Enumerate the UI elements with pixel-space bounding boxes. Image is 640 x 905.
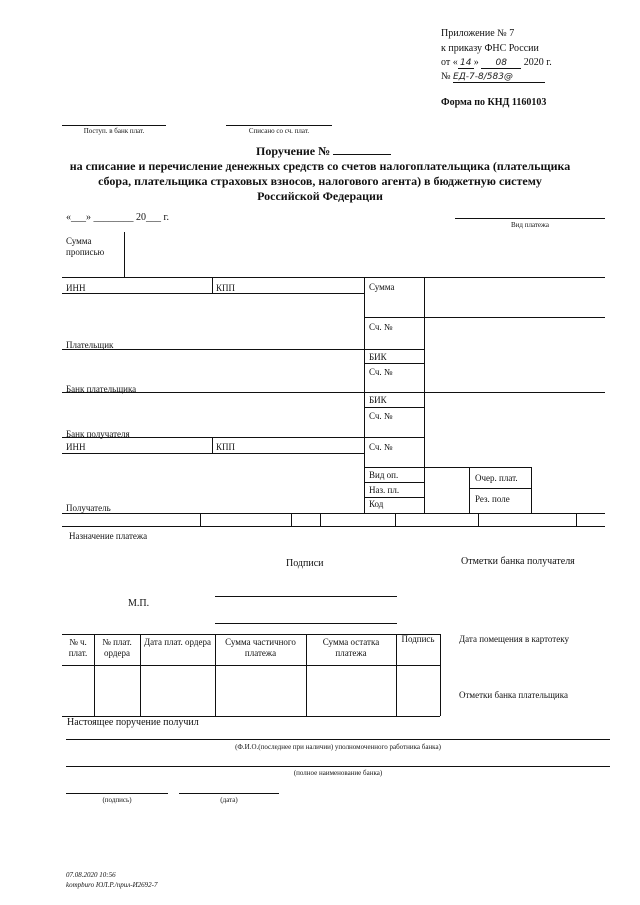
payment-type-label: Вид платежа	[510, 221, 549, 229]
appendix-date-month: 08	[481, 58, 521, 69]
appendix-date-prefix: от «	[441, 57, 458, 68]
op-type-label: Вид оп.	[369, 470, 399, 480]
date-template: «___» ________ 20___ г.	[66, 212, 169, 223]
page-title	[256, 144, 391, 159]
sum-words-label	[66, 236, 104, 258]
payer-bank-bik-label: БИК	[369, 352, 387, 362]
table-header-remaining-sum: Сумма остатка платежа	[322, 637, 380, 658]
received-by-label: Настоящее поручение получил	[67, 717, 199, 728]
title-number-line	[333, 144, 391, 155]
title-text: Поручение №	[256, 144, 331, 158]
appendix-order-ref: к приказу ФНС России	[441, 43, 539, 54]
payer-account-label: Сч. №	[369, 322, 393, 332]
subtitle-line-1: на списание и перечисление денежных средств со счетов налогоплательщика (плательщика	[69, 159, 571, 173]
payer-bank-marks-label: Отметки банка плательщика	[459, 690, 568, 700]
appendix-date-year: 2020 г.	[523, 57, 552, 68]
appendix-date-mid: »	[473, 57, 479, 68]
table-header-signature: Подпись	[401, 634, 435, 644]
date-caption: (дата)	[220, 796, 238, 804]
code-label: Код	[369, 499, 384, 509]
table-header-order-date: Дата плат. ордера	[144, 637, 211, 647]
debited-account-label: Списано со сч. плат.	[248, 127, 310, 135]
print-stamp-source: kompburo ЮЛ.Р./прил-И2692-7	[66, 881, 158, 889]
print-stamp-datetime: 07.08.2020 10:56	[66, 871, 116, 879]
subtitle-line-2: сбора, плательщика страховых взносов, налогового агента) в бюджетную систему	[98, 174, 542, 188]
priority-label: Очер. плат.	[475, 473, 518, 483]
appendix-date-day: 14	[458, 58, 474, 69]
recipient-account-label: Сч. №	[369, 442, 393, 452]
recipient-kpp-label: КПП	[216, 442, 236, 452]
appendix-title: Приложение № 7	[441, 28, 515, 39]
appendix-number-prefix: №	[441, 71, 451, 82]
payer-label: Плательщик	[66, 340, 114, 350]
appendix-number-value: ЕД-7-8/583@	[453, 72, 545, 83]
recipient-bank-marks-label: Отметки банка получателя	[461, 556, 575, 567]
table-header-partial-no: № ч. плат.	[68, 637, 88, 658]
recipient-bank-label: Банк получателя	[66, 429, 130, 439]
bank-name-caption: (полное наименование банка)	[293, 769, 383, 777]
signature-caption: (подпись)	[102, 796, 132, 804]
recipient-bank-bik-label: БИК	[369, 395, 387, 405]
sum-words-label-1: Сумма	[66, 236, 92, 246]
payment-purpose-label: Назначение платежа	[69, 531, 148, 541]
payer-bank-label: Банк плательщика	[66, 384, 137, 394]
received-bank-label: Поступ. в банк плат.	[83, 127, 145, 135]
stamp-label: М.П.	[128, 598, 150, 609]
form-code: Форма по КНД 1160103	[441, 97, 547, 108]
sum-label: Сумма	[369, 282, 395, 292]
card-file-date-label: Дата помещения в картотеку	[459, 634, 569, 644]
recipient-inn-label: ИНН	[66, 442, 86, 452]
appendix-date	[441, 57, 552, 69]
appendix-number	[441, 71, 545, 83]
fio-caption: (Ф.И.О.(последнее при наличии) уполномоченного работника банка)	[235, 743, 441, 751]
signatures-label: Подписи	[286, 558, 324, 569]
recipient-label: Получатель	[66, 503, 111, 513]
payer-bank-account-label: Сч. №	[369, 367, 393, 377]
recipient-bank-account-label: Сч. №	[369, 411, 393, 421]
payer-kpp-label: КПП	[216, 283, 236, 293]
payer-inn-label: ИНН	[66, 283, 86, 293]
table-header-order-no: № плат. ордера	[102, 637, 132, 658]
table-header-partial-sum: Сумма частичного платежа	[225, 637, 296, 658]
subtitle-line-3: Российской Федерации	[257, 189, 383, 203]
sum-words-label-2: прописью	[66, 247, 105, 257]
reserve-field-label: Рез. поле	[475, 494, 510, 504]
purpose-short-label: Наз. пл.	[369, 485, 400, 495]
